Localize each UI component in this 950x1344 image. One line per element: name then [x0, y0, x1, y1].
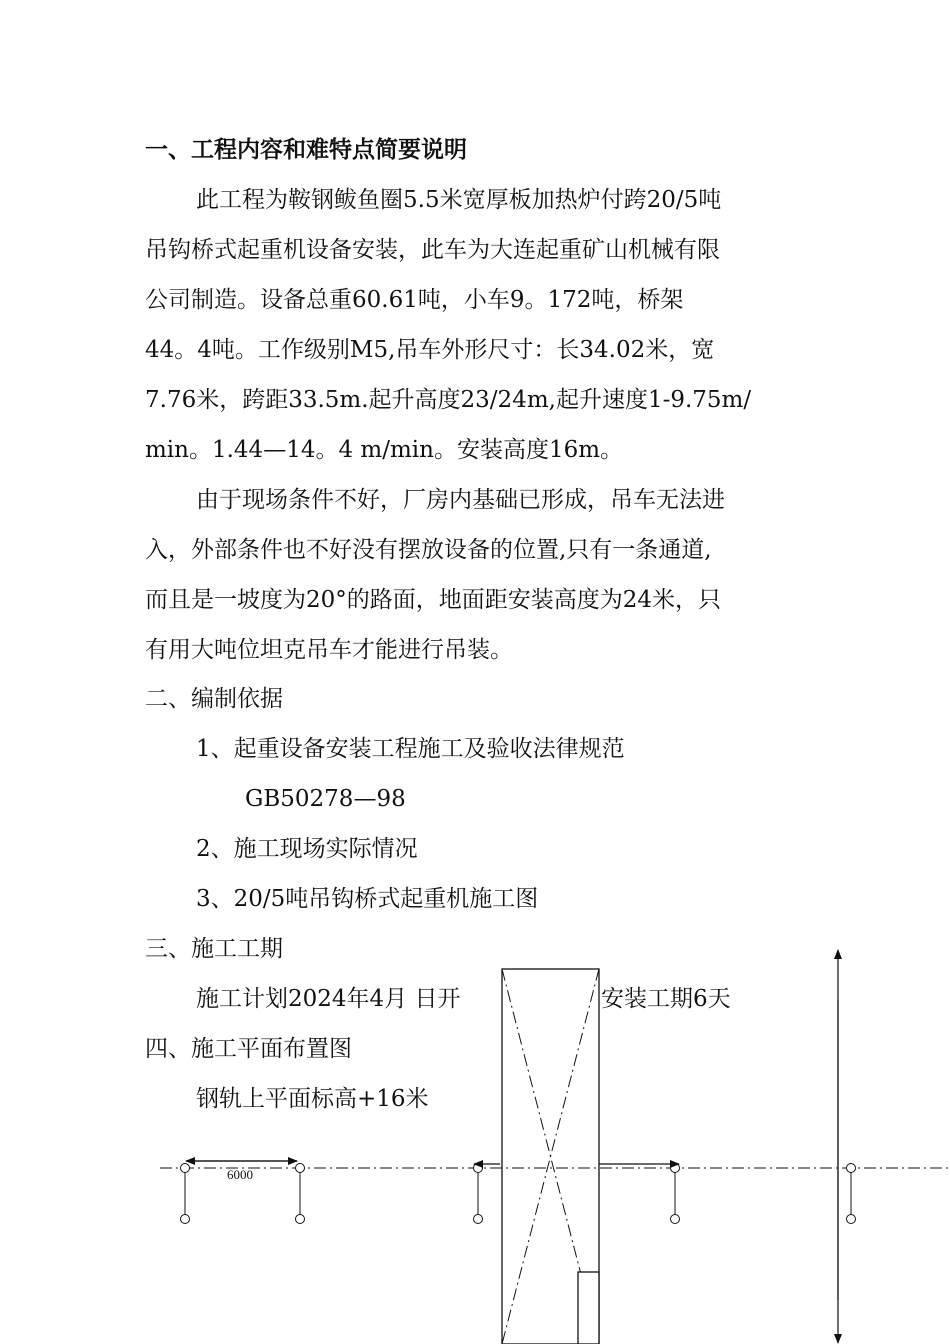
schedule-text-left: 施工计划2024年4月 日开 — [196, 986, 461, 1012]
section2-heading: 二、编制依据 — [145, 686, 283, 712]
section4-heading: 四、施工平面布置图 — [145, 1036, 352, 1062]
para1-line-3: 公司制造。设备总重60.61吨，小车9。172吨，桥架 — [145, 287, 684, 313]
crane-trolley-block — [578, 1272, 599, 1344]
column-4 — [671, 1164, 680, 1224]
basis-item-2: 2、施工现场实际情况 — [196, 836, 418, 862]
column-1 — [181, 1164, 190, 1224]
basis-item-1: 1、起重设备安装工程施工及验收法律规范 — [196, 736, 625, 762]
para1-line-4: 44。4吨。工作级别M5,吊车外形尺寸：长34.02米，宽 — [145, 337, 715, 363]
para2-line-3: 而且是一坡度为20°的路面，地面距安装高度为24米，只 — [145, 587, 722, 613]
dimension-label: 6000 — [227, 1167, 253, 1182]
schedule-text-right: 安装工期6天 — [601, 986, 731, 1012]
para1-line-5: 7.76米，跨距33.5m.起升高度23/24m,起升速度1-9.75m/ — [145, 387, 752, 413]
para1-line-2: 吊钩桥式起重机设备安装，此车为大连起重矿山机械有限 — [145, 237, 720, 263]
para2-line-4: 有用大吨位坦克吊车才能进行吊装。 — [145, 637, 513, 663]
para2-line-1: 由于现场条件不好，厂房内基础已形成，吊车无法进 — [196, 487, 725, 513]
section3-heading: 三、施工工期 — [145, 936, 283, 962]
para2-line-2: 入，外部条件也不好没有摆放设备的位置,只有一条通道, — [145, 537, 712, 563]
basis-item-3: 3、20/5吨吊钩桥式起重机施工图 — [196, 886, 539, 912]
column-3 — [474, 1164, 483, 1224]
para1-line-1: 此工程为鞍钢鲅鱼圈5.5米宽厚板加热炉付跨20/5吨 — [196, 187, 722, 213]
para1-line-6: min。1.44—14。4 m/min。安装高度16m。 — [145, 437, 624, 463]
column-2 — [296, 1164, 305, 1224]
section1-heading: 一、工程内容和难特点简要说明 — [145, 136, 467, 163]
rail-elevation-note: 钢轨上平面标高+16米 — [196, 1086, 429, 1112]
basis-item-1-code: GB50278—98 — [245, 786, 406, 812]
column-5 — [847, 1164, 856, 1224]
